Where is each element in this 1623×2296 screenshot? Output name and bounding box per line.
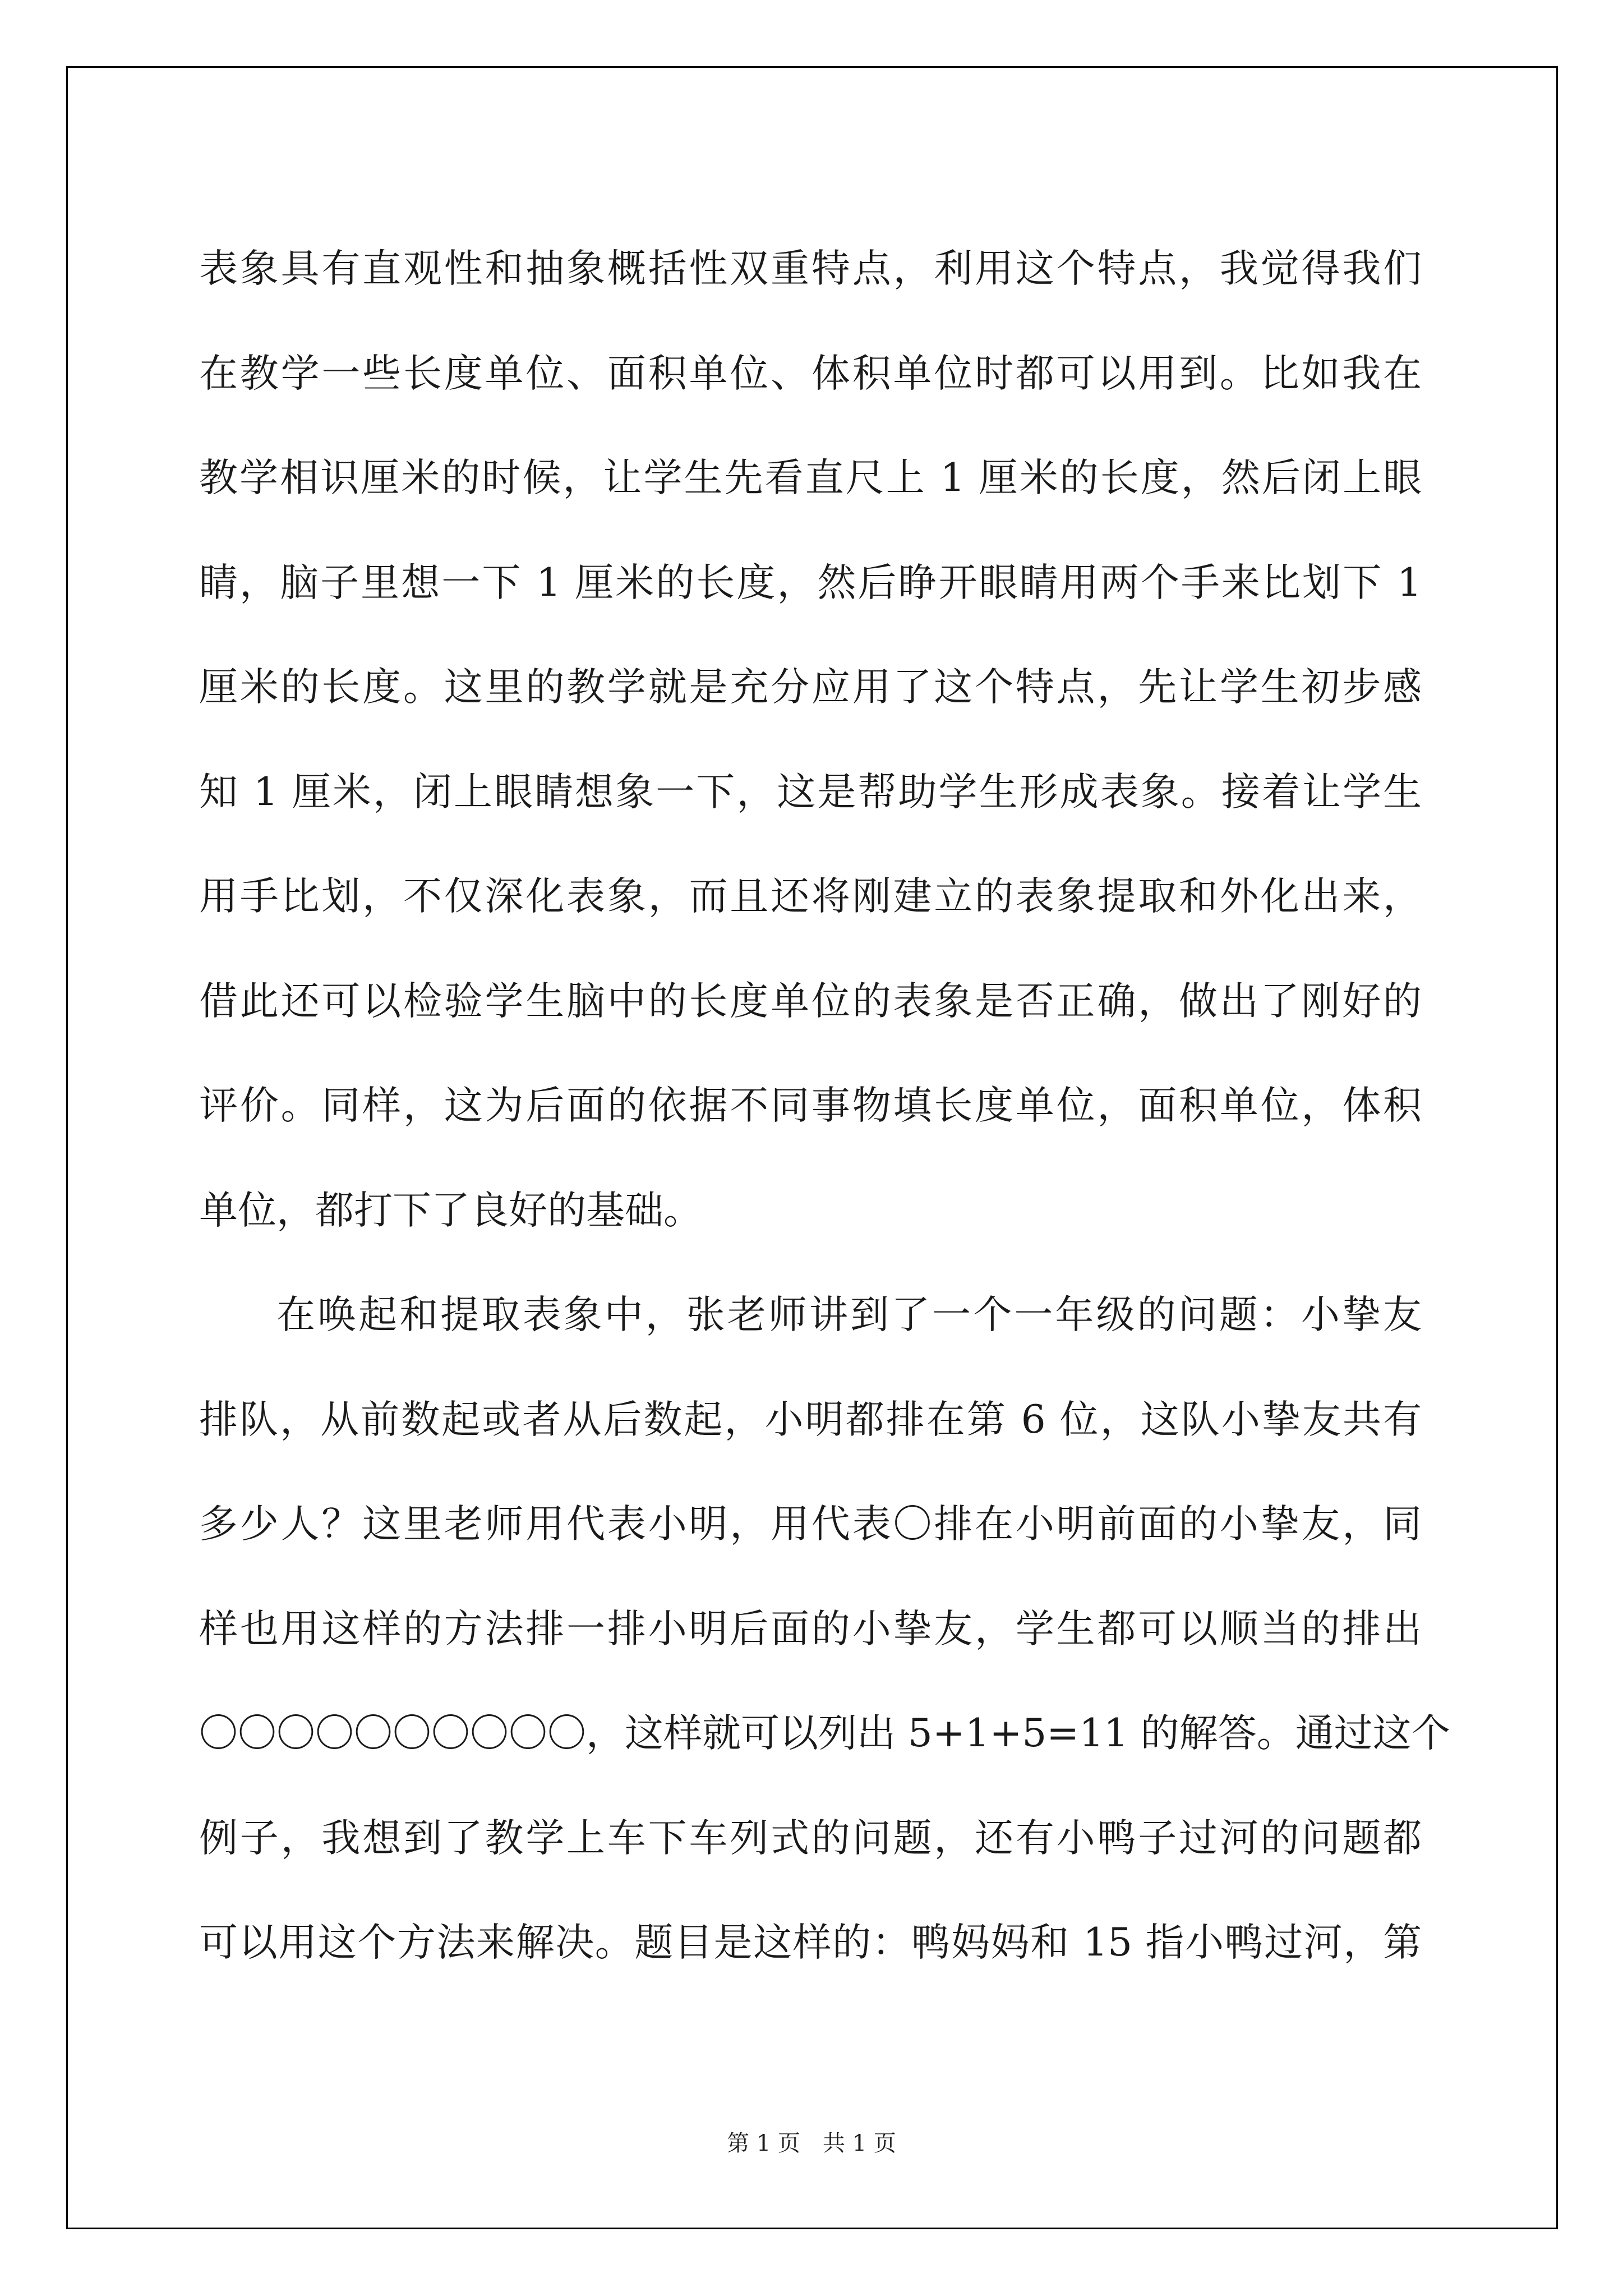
page-number: 第 1 页 共 1 页 [727, 2131, 896, 2156]
text-line: 排队，从前数起或者从后数起，小明都排在第 6 位，这队小挚友共有 [199, 1397, 1422, 1442]
text-line: 厘米的长度。这里的教学就是充分应用了这个特点，先让学生初步感 [199, 665, 1422, 710]
text-line: 借此还可以检验学生脑中的长度单位的表象是否正确，做出了刚好的 [199, 978, 1422, 1024]
page-footer [0, 2125, 1623, 2157]
text-line: 可以用这个方法来解决。题目是这样的：鸭妈妈和 15 指小鸭过河，第 [199, 1920, 1422, 1965]
document-body [199, 217, 1450, 1995]
text-line: 多少人？这里老师用代表小明，用代表〇排在小明前面的小挚友，同 [199, 1502, 1422, 1547]
text-line: 教学相识厘米的时候，让学生先看直尺上 1 厘米的长度，然后闭上眼 [199, 455, 1422, 500]
text-line: 单位，都打下了良好的基础。 [199, 1188, 702, 1233]
text-line: 知 1 厘米，闭上眼睛想象一下，这是帮助学生形成表象。接着让学生 [199, 769, 1422, 815]
text-line: 睛，脑子里想一下 1 厘米的长度，然后睁开眼睛用两个手来比划下 1 [199, 560, 1422, 605]
text-line: 在教学一些长度单位、面积单位、体积单位时都可以用到。比如我在 [199, 351, 1422, 396]
text-line: 样也用这样的方法排一排小明后面的小挚友，学生都可以顺当的排出 [199, 1606, 1422, 1651]
paragraph-1 [199, 217, 1422, 1263]
text-line: 表象具有直观性和抽象概括性双重特点，利用这个特点，我觉得我们 [199, 246, 1422, 291]
paragraph-2 [199, 1263, 1450, 1995]
text-line: 〇〇〇〇〇〇〇〇〇〇，这样就可以列出 5+1+5=11 的解答。通过这个 [199, 1711, 1450, 1756]
text-line: 例子，我想到了教学上车下车列式的问题，还有小鸭子过河的问题都 [199, 1815, 1422, 1861]
text-line: 在唤起和提取表象中，张老师讲到了一个一年级的问题：小挚友 [276, 1292, 1422, 1337]
text-line: 用手比划，不仅深化表象，而且还将刚建立的表象提取和外化出来， [199, 874, 1422, 919]
text-line: 评价。同样，这为后面的依据不同事物填长度单位，面积单位，体积 [199, 1083, 1422, 1128]
